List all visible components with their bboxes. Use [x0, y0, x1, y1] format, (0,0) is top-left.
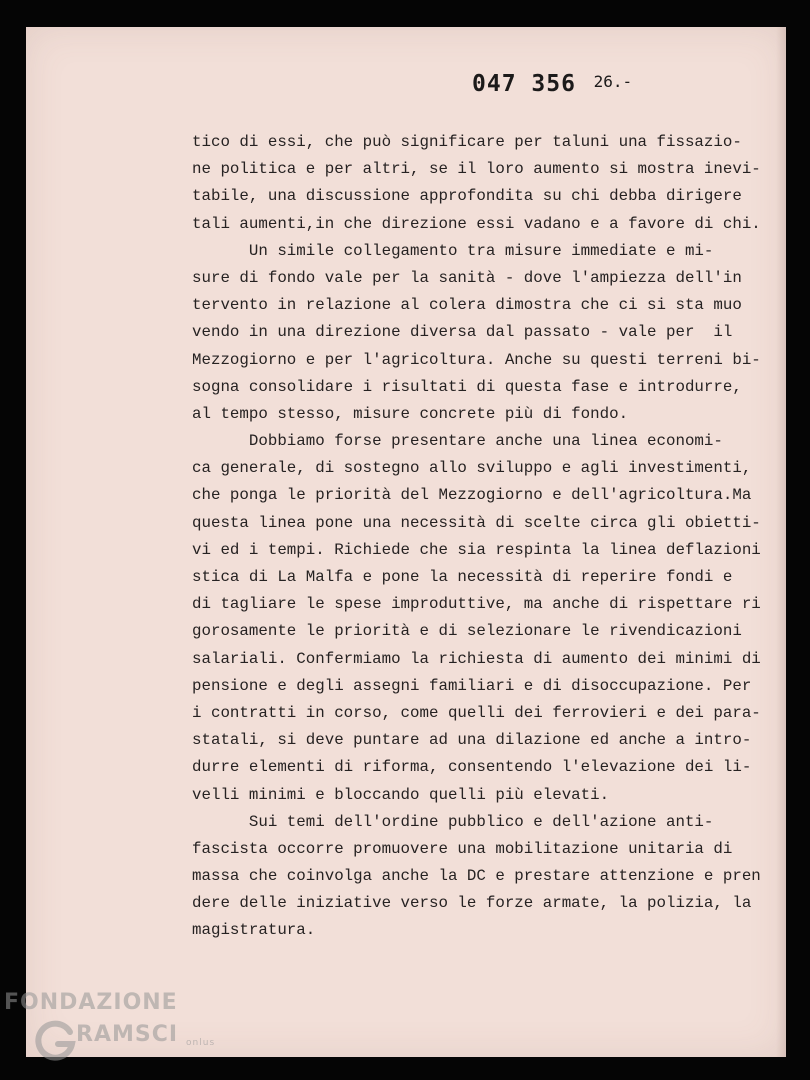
text-line: sogna consolidare i risultati di questa fase e introdurre,: [192, 377, 742, 396]
text-line: magistratura.: [192, 921, 316, 940]
text-line: di tagliare le spese improduttive, ma anche di rispettare ri: [192, 595, 761, 614]
text-line: massa che coinvolga anche la DC e prestare attenzione e pren: [192, 867, 761, 886]
paragraph-4: [192, 809, 782, 945]
text-line: al tempo stesso, misure concrete più di fondo.: [192, 404, 629, 423]
paragraph-2: [192, 238, 782, 428]
text-line: Sui temi dell'ordine pubblico e dell'azione anti-: [192, 812, 714, 831]
watermark-onlus: onlus: [186, 1038, 216, 1048]
text-line: tabile, una discussione approfondita su chi debba dirigere: [192, 187, 742, 206]
text-line: vendo in una direzione diversa dal passato - vale per il: [192, 323, 733, 342]
paragraph-1: [192, 129, 782, 238]
text-line: sure di fondo vale per la sanità - dove l'ampiezza dell'in: [192, 268, 742, 287]
archive-number: 047 356: [472, 71, 576, 97]
text-line: salariali. Confermiamo la richiesta di aumento dei minimi di: [192, 649, 761, 668]
text-line: che ponga le priorità del Mezzogiorno e dell'agricoltura.Ma: [192, 486, 752, 505]
text-line: tico di essi, che può significare per taluni una fissazio-: [192, 133, 742, 151]
text-line: velli minimi e bloccando quelli più elevati.: [192, 785, 610, 804]
watermark-title: FONDAZIONE: [4, 990, 178, 1015]
text-line: gorosamente le priorità e di selezionare le rivendicazioni: [192, 622, 742, 641]
text-line: tali aumenti,in che direzione essi vadano e a favore di chi.: [192, 214, 761, 233]
text-line: Dobbiamo forse presentare anche una linea economi-: [192, 432, 723, 451]
text-line: i contratti in corso, come quelli dei ferrovieri e dei para-: [192, 703, 761, 722]
text-line: tervento in relazione al colera dimostra che ci si sta muo: [192, 296, 742, 315]
watermark-subtitle: RAMSCI: [76, 1022, 179, 1047]
text-line: fascista occorre promuovere una mobilitazione unitaria di: [192, 839, 733, 858]
text-line: questa linea pone una necessità di scelte circa gli obietti-: [192, 513, 761, 532]
text-line: dere delle iniziative verso le forze armate, la polizia, la: [192, 894, 752, 913]
text-line: Un simile collegamento tra misure immediate e mi-: [192, 241, 714, 260]
text-line: ne politica e per altri, se il loro aumento si mostra inevi-: [192, 160, 761, 179]
text-line: statali, si deve puntare ad una dilazione ed anche a intro-: [192, 731, 752, 750]
typewritten-body: [192, 129, 782, 945]
text-line: pensione e degli assegni familiari e di disoccupazione. Per: [192, 676, 752, 695]
paragraph-3: [192, 428, 782, 809]
page-header: [472, 71, 632, 97]
text-line: durre elementi di riforma, consentendo l'elevazione dei li-: [192, 758, 752, 777]
text-line: vi ed i tempi. Richiede che sia respinta la linea deflazioni: [192, 540, 761, 559]
text-line: stica di La Malfa e pone la necessità di reperire fondi e: [192, 568, 733, 586]
text-line: ca generale, di sostegno allo sviluppo e agli investimenti,: [192, 459, 752, 478]
page-number: 26.-: [593, 72, 633, 91]
document-sheet: [26, 27, 786, 1057]
text-line: Mezzogiorno e per l'agricoltura. Anche su questi terreni bi-: [192, 350, 761, 369]
